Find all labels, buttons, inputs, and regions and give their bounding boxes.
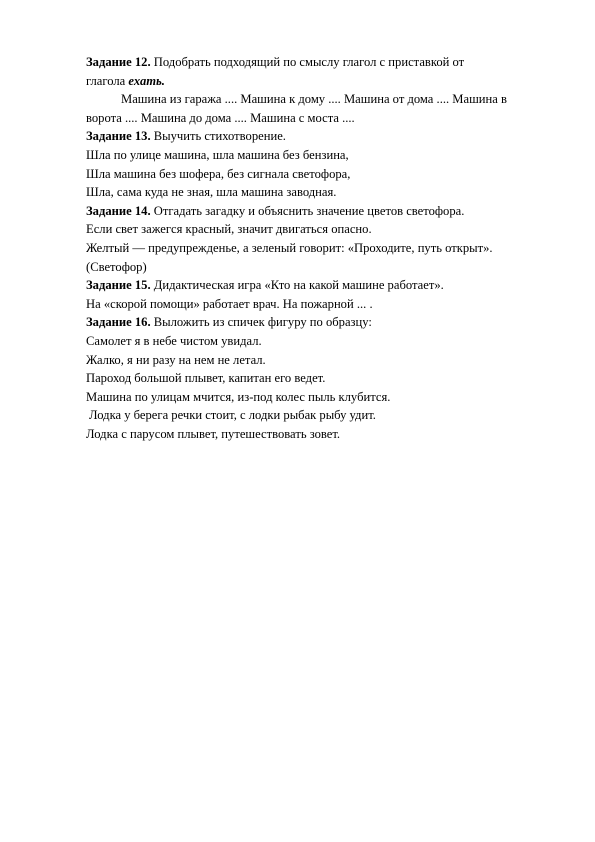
task14-heading-line <box>86 202 556 221</box>
task14-riddle-line: Если свет зажегся красный, значит двигаться опасно. <box>86 222 372 237</box>
task15-text: Дидактическая игра «Кто на какой машине работает». <box>150 278 444 293</box>
task13-heading-line <box>86 127 556 146</box>
task15-title: Задание 15. <box>86 278 151 293</box>
task16-heading-line <box>86 313 556 332</box>
task14-riddle-answer: (Светофор) <box>86 259 147 274</box>
task15-heading-line <box>86 276 556 295</box>
task14-riddle-line: Желтый — предупрежденье, а зеленый говорит: «Проходите, путь открыт». <box>86 240 493 255</box>
task15-example-line: На «скорой помощи» работает врач. На пожарной ... . <box>86 296 373 311</box>
task12-second-line <box>86 72 556 91</box>
task13-poem-line: Шла, сама куда не зная, шла машина заводная. <box>86 185 337 200</box>
task16-verse-line: Пароход большой плывет, капитан его ведет. <box>86 371 326 386</box>
task12-verb: ехать. <box>128 73 165 88</box>
task12-text-cont: глагола <box>86 73 129 88</box>
task12-heading-line <box>86 53 556 72</box>
task13-poem-line: Шла машина без шофера, без сигнала светофора, <box>86 166 351 181</box>
task13-text: Выучить стихотворение. <box>150 129 286 144</box>
task16-verse-line: Жалко, я ни разу на нем не летал. <box>86 352 266 367</box>
task12-text: Подобрать подходящий по смыслу глагол с приставкой от <box>150 55 465 69</box>
document-content <box>86 53 556 443</box>
task14-text: Отгадать загадку и объяснить значение цветов светофора. <box>150 203 465 218</box>
task16-verse-line: Лодка у берега речки стоит, с лодки рыбак рыбу удит. <box>89 408 376 423</box>
task12-sentence-1: Машина из гаража .... Машина к дому .... Машина от дома .... Машина в <box>121 92 507 107</box>
task14-title: Задание 14. <box>86 203 151 218</box>
task16-verse-line: Машина по улицам мчится, из-под колес пыль клубится. <box>86 389 391 404</box>
task13-poem-line: Шла по улице машина, шла машина без бензина, <box>86 147 349 162</box>
task13-title: Задание 13. <box>86 129 151 144</box>
task12-title: Задание 12. <box>86 55 151 69</box>
task16-verse-line: Лодка с парусом плывет, путешествовать зовет. <box>86 426 341 441</box>
task16-text: Выложить из спичек фигуру по образцу: <box>150 315 372 330</box>
task16-title: Задание 16. <box>86 315 151 330</box>
task12-sentence-2: ворота .... Машина до дома .... Машина с моста .... <box>86 110 355 125</box>
task16-verse-line: Самолет я в небе чистом увидал. <box>86 333 262 348</box>
